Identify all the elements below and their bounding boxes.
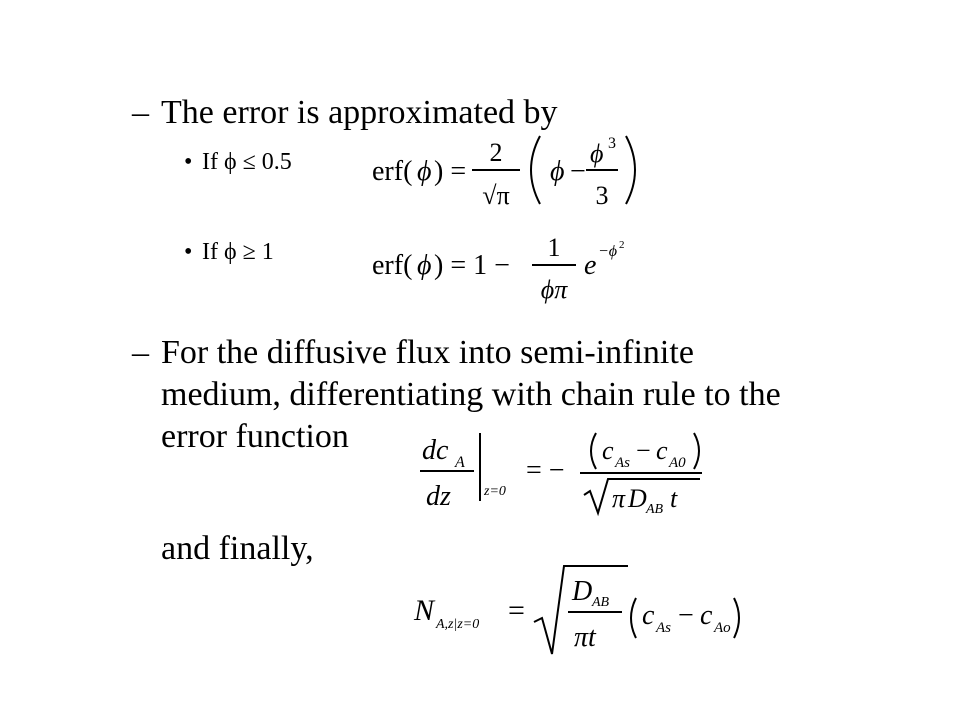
concentration-initial: c xyxy=(656,436,668,465)
phi-symbol: ϕ xyxy=(590,139,604,168)
subscript: As xyxy=(656,620,671,636)
minus-sign: − xyxy=(678,600,694,631)
equals-sign: = xyxy=(508,594,525,627)
and-finally-text: and finally, xyxy=(161,530,314,567)
fraction-numerator: 1 xyxy=(547,233,561,262)
right-paren xyxy=(626,136,635,204)
flux-text-line-1: For the diffusive flux into semi-infinite xyxy=(161,334,694,371)
subscript: A,z|z=0 xyxy=(436,617,480,632)
phi-symbol: ϕ xyxy=(417,156,432,187)
diffusivity: D xyxy=(572,576,593,607)
left-paren xyxy=(591,433,596,469)
bullet-marker-2: • xyxy=(184,239,193,265)
subscript: AB xyxy=(592,595,610,610)
minus-sign: − xyxy=(570,156,586,187)
dash-marker-2: – xyxy=(132,334,149,371)
diffusivity: D xyxy=(628,484,647,513)
fraction-denominator: 3 xyxy=(595,181,609,210)
equals-sign: ) = xyxy=(434,156,467,187)
subscript: As xyxy=(615,455,630,471)
gradient-denominator: dz xyxy=(426,481,451,512)
concentration-surface: c xyxy=(642,600,655,631)
subscript: A0 xyxy=(669,455,686,471)
equation-erf-small-phi xyxy=(372,128,642,212)
flux-text-line-2: medium, differentiating with chain rule to the xyxy=(161,376,781,413)
equation-molar-flux xyxy=(410,562,760,658)
left-paren xyxy=(631,598,636,638)
flux-symbol: N xyxy=(414,594,435,627)
right-paren xyxy=(734,598,739,638)
equation-concentration-gradient xyxy=(418,425,708,517)
evaluation-point: z=0 xyxy=(484,484,506,499)
concentration-initial: c xyxy=(700,600,713,631)
gradient-numerator: dc xyxy=(422,435,449,466)
phi-symbol: ϕ xyxy=(550,156,565,187)
erf-label: erf( xyxy=(372,250,413,281)
dash-marker-1: – xyxy=(132,94,149,131)
minus-sign: − xyxy=(636,436,651,465)
time-variable: t xyxy=(670,484,678,513)
bullet-marker-1: • xyxy=(184,149,193,175)
fraction-denominator: πt xyxy=(574,622,596,653)
equals-minus: = − xyxy=(526,455,565,486)
condition-large-phi: If ϕ ≥ 1 xyxy=(202,239,274,265)
exponent: −ϕ xyxy=(598,243,618,260)
fraction-denominator: ϕπ xyxy=(540,275,568,304)
equals-one-minus: ) = 1 − xyxy=(434,250,510,281)
right-paren xyxy=(694,433,699,469)
subscript: AB xyxy=(646,502,664,517)
exp-base: e xyxy=(584,250,597,281)
subscript: Ao xyxy=(714,620,731,636)
concentration-surface: c xyxy=(602,436,614,465)
left-paren xyxy=(531,136,540,204)
flux-text-line-3: error function xyxy=(161,418,349,455)
condition-small-phi: If ϕ ≤ 0.5 xyxy=(202,149,292,175)
exponent: 3 xyxy=(608,135,616,152)
equation-erf-large-phi xyxy=(372,228,632,308)
pi-symbol: π xyxy=(612,484,626,513)
erf-label: erf( xyxy=(372,156,413,187)
fraction-numerator: 2 xyxy=(489,138,503,167)
bullet-text-error-approx: The error is approximated by xyxy=(161,94,558,131)
fraction-denominator: √π xyxy=(482,181,510,210)
exponent-power: 2 xyxy=(619,239,625,251)
subscript: A xyxy=(455,454,465,471)
phi-symbol: ϕ xyxy=(417,250,432,281)
